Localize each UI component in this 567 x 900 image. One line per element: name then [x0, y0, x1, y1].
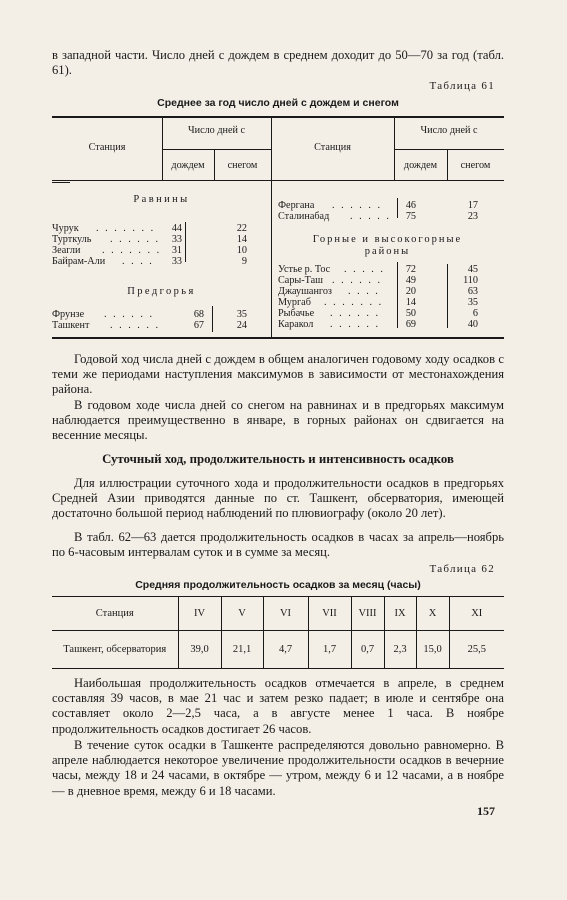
- snow-days: 35: [236, 309, 247, 320]
- duration-value: 1,7: [308, 631, 351, 669]
- table-61: [52, 116, 504, 338]
- snow-days: 35: [467, 297, 478, 308]
- paragraph: Годовой ход числа дней с дождем в общем аналогичен годовому ходу осадков с теми же периодами наступления максимумов в зависимости от местонахождения района.: [52, 352, 504, 397]
- snow-header: снегом: [460, 160, 491, 171]
- station-header: Станция: [314, 142, 351, 153]
- station-name: Зеагли: [52, 245, 81, 256]
- station-name: Сталинабад: [278, 211, 330, 222]
- rain-days: 31: [171, 245, 182, 256]
- duration-value: 39,0: [178, 631, 221, 669]
- rain-days: 49: [405, 275, 416, 286]
- leader-dots: . . . .: [122, 256, 154, 267]
- table-header-rule: [52, 180, 504, 181]
- duration-value: 0,7: [351, 631, 384, 669]
- snow-days: 14: [236, 234, 247, 245]
- station-name: Турткуль: [52, 234, 92, 245]
- station-name: Чурук: [52, 223, 79, 234]
- month-header: IV: [178, 597, 221, 631]
- leader-dots: . . . . . . .: [324, 297, 384, 308]
- rain-days: 20: [405, 286, 416, 297]
- station-name: Ташкент: [52, 320, 90, 331]
- duration-value: 21,1: [221, 631, 263, 669]
- rain-days: 72: [405, 264, 416, 275]
- station-name: Байрам-Али: [52, 256, 106, 267]
- leader-dots: . . . . . .: [330, 319, 381, 330]
- rain-days: 14: [405, 297, 416, 308]
- table-row: [52, 631, 504, 669]
- group-title-mountain-2: районы: [364, 246, 411, 257]
- paragraph: В течение суток осадки в Ташкенте распределяются довольно равномерно. В апреле наблюдается некоторое увеличение продолжительности осадков в вечерние часы, между 18 и 24 часами, в октябре — утром, между 6 и 12 часами, а в ноябре — в дневное время, между 6 и 18 часами.: [52, 738, 504, 798]
- section-heading: Суточный ход, продолжительность и интенсивность осадков: [102, 452, 454, 466]
- snow-days: 10: [236, 245, 247, 256]
- rain-days: 50: [405, 308, 416, 319]
- rain-header: дождем: [171, 160, 205, 171]
- paragraph: Наибольшая продолжительность осадков отмечается в апреле, в среднем составляя 39 часов, в мае 21 час и затем резко падает; в июле и сентябре она составляет около 2—2,5 часа, а в августе менее 1 часа. В ноябре продолжительность осадков достигает 26 часов.: [52, 676, 504, 736]
- subheader-rule: [162, 149, 271, 150]
- station-name: Фергана: [278, 200, 315, 211]
- month-header: V: [221, 597, 263, 631]
- leader-dots: . . . . . .: [104, 309, 155, 320]
- rain-days: 33: [171, 234, 182, 245]
- station-name: Устье р. Тос: [278, 264, 331, 275]
- paragraph: В табл. 62—63 дается продолжительность осадков в часах за апрель—ноябрь по 6-часовым интервалам суток и в сумме за месяц.: [52, 530, 504, 560]
- rain-days: 44: [171, 223, 182, 234]
- days-group-header: Число дней с: [420, 125, 478, 136]
- station-name: Ташкент, обсерватория: [63, 644, 167, 655]
- leader-dots: . . . . . .: [330, 308, 381, 319]
- leader-dots: . . . . . .: [332, 200, 383, 211]
- leader-dots: . . . . . .: [110, 320, 161, 331]
- rain-days: 68: [193, 309, 204, 320]
- leader-dots: . . . . .: [344, 264, 385, 275]
- snow-days: 110: [463, 275, 478, 286]
- rain-days: 69: [405, 319, 416, 330]
- snow-days: 17: [467, 200, 478, 211]
- table-62-caption: Средняя продолжительность осадков за месяц (часы): [135, 579, 421, 591]
- table-row: [52, 256, 271, 268]
- table-61-label: Таблица 61: [429, 80, 495, 92]
- snow-days: 6: [472, 308, 478, 319]
- paragraph: В годовом ходе числа дней со снегом на равнинах и в предгорьях максимум наблюдается преимущественно в январе, в горных районах он сдвигается на весенние месяцы.: [52, 398, 504, 443]
- station-name: Сары-Таш: [278, 275, 323, 286]
- table-row: [278, 319, 504, 331]
- month-header: VIII: [351, 597, 384, 631]
- table-row: [52, 320, 271, 332]
- leader-dots: . . . . .: [350, 211, 391, 222]
- station-name: Джаушангоз: [278, 286, 332, 297]
- rain-days: 33: [171, 256, 182, 267]
- month-header: VI: [263, 597, 308, 631]
- duration-value: 2,3: [384, 631, 416, 669]
- leader-dots: . . . .: [348, 286, 380, 297]
- table-62-label: Таблица 62: [429, 563, 495, 575]
- leader-dots: . . . . . . .: [102, 245, 162, 256]
- snow-days: 63: [467, 286, 478, 297]
- intro-paragraph: в западной части. Число дней с дождем в среднем доходит до 50—70 за год (табл. 61).: [52, 48, 504, 78]
- station-name: Фрунзе: [52, 309, 85, 320]
- subheader-rule: [394, 149, 504, 150]
- snow-days: 40: [467, 319, 478, 330]
- group-title-mountain: Горные и высокогорные: [312, 234, 463, 245]
- group-title-foothills: Предгорья: [127, 286, 196, 297]
- table-61-caption: Среднее за год число дней с дождем и снегом: [157, 97, 399, 109]
- rain-days: 67: [193, 320, 204, 331]
- snow-header: снегом: [227, 160, 258, 171]
- leader-dots: . . . . . .: [110, 234, 161, 245]
- month-header: X: [416, 597, 449, 631]
- rain-days: 46: [405, 200, 416, 211]
- snow-days: 23: [467, 211, 478, 222]
- rain-header: дождем: [403, 160, 438, 171]
- paragraph: Для иллюстрации суточного хода и продолжительности осадков в предгорьях Средней Азии приводятся данные по ст. Ташкент, обсерватория, имеющей достаточно большой период наблюдений по плювиографу (около 20 лет).: [52, 476, 504, 521]
- page-number: 157: [477, 804, 495, 818]
- month-header: XI: [449, 597, 504, 631]
- snow-days: 22: [236, 223, 247, 234]
- leader-dots: . . . . . .: [332, 275, 383, 286]
- days-group-header: Число дней с: [188, 125, 245, 136]
- duration-value: 15,0: [416, 631, 449, 669]
- table-bottom-rule: [52, 337, 504, 339]
- table-row: [278, 211, 504, 223]
- snow-days: 9: [241, 256, 247, 267]
- station-header: Станция: [88, 142, 126, 153]
- table-62: [52, 596, 504, 669]
- rain-days: 75: [405, 211, 416, 222]
- station-name: Рыбачье: [278, 308, 315, 319]
- snow-days: 24: [236, 320, 247, 331]
- month-header: IX: [384, 597, 416, 631]
- dash-mark: [52, 182, 70, 183]
- station-header: Станция: [52, 597, 178, 631]
- table-top-rule: [52, 116, 504, 118]
- station-name: Каракол: [278, 319, 314, 330]
- station-name: Мургаб: [278, 297, 311, 308]
- duration-value: 4,7: [263, 631, 308, 669]
- table-header-row: [52, 597, 504, 631]
- duration-value: 25,5: [449, 631, 504, 669]
- month-header: VII: [308, 597, 351, 631]
- snow-days: 45: [467, 264, 478, 275]
- group-title-plains: Равнины: [133, 194, 190, 205]
- leader-dots: . . . . . . .: [96, 223, 156, 234]
